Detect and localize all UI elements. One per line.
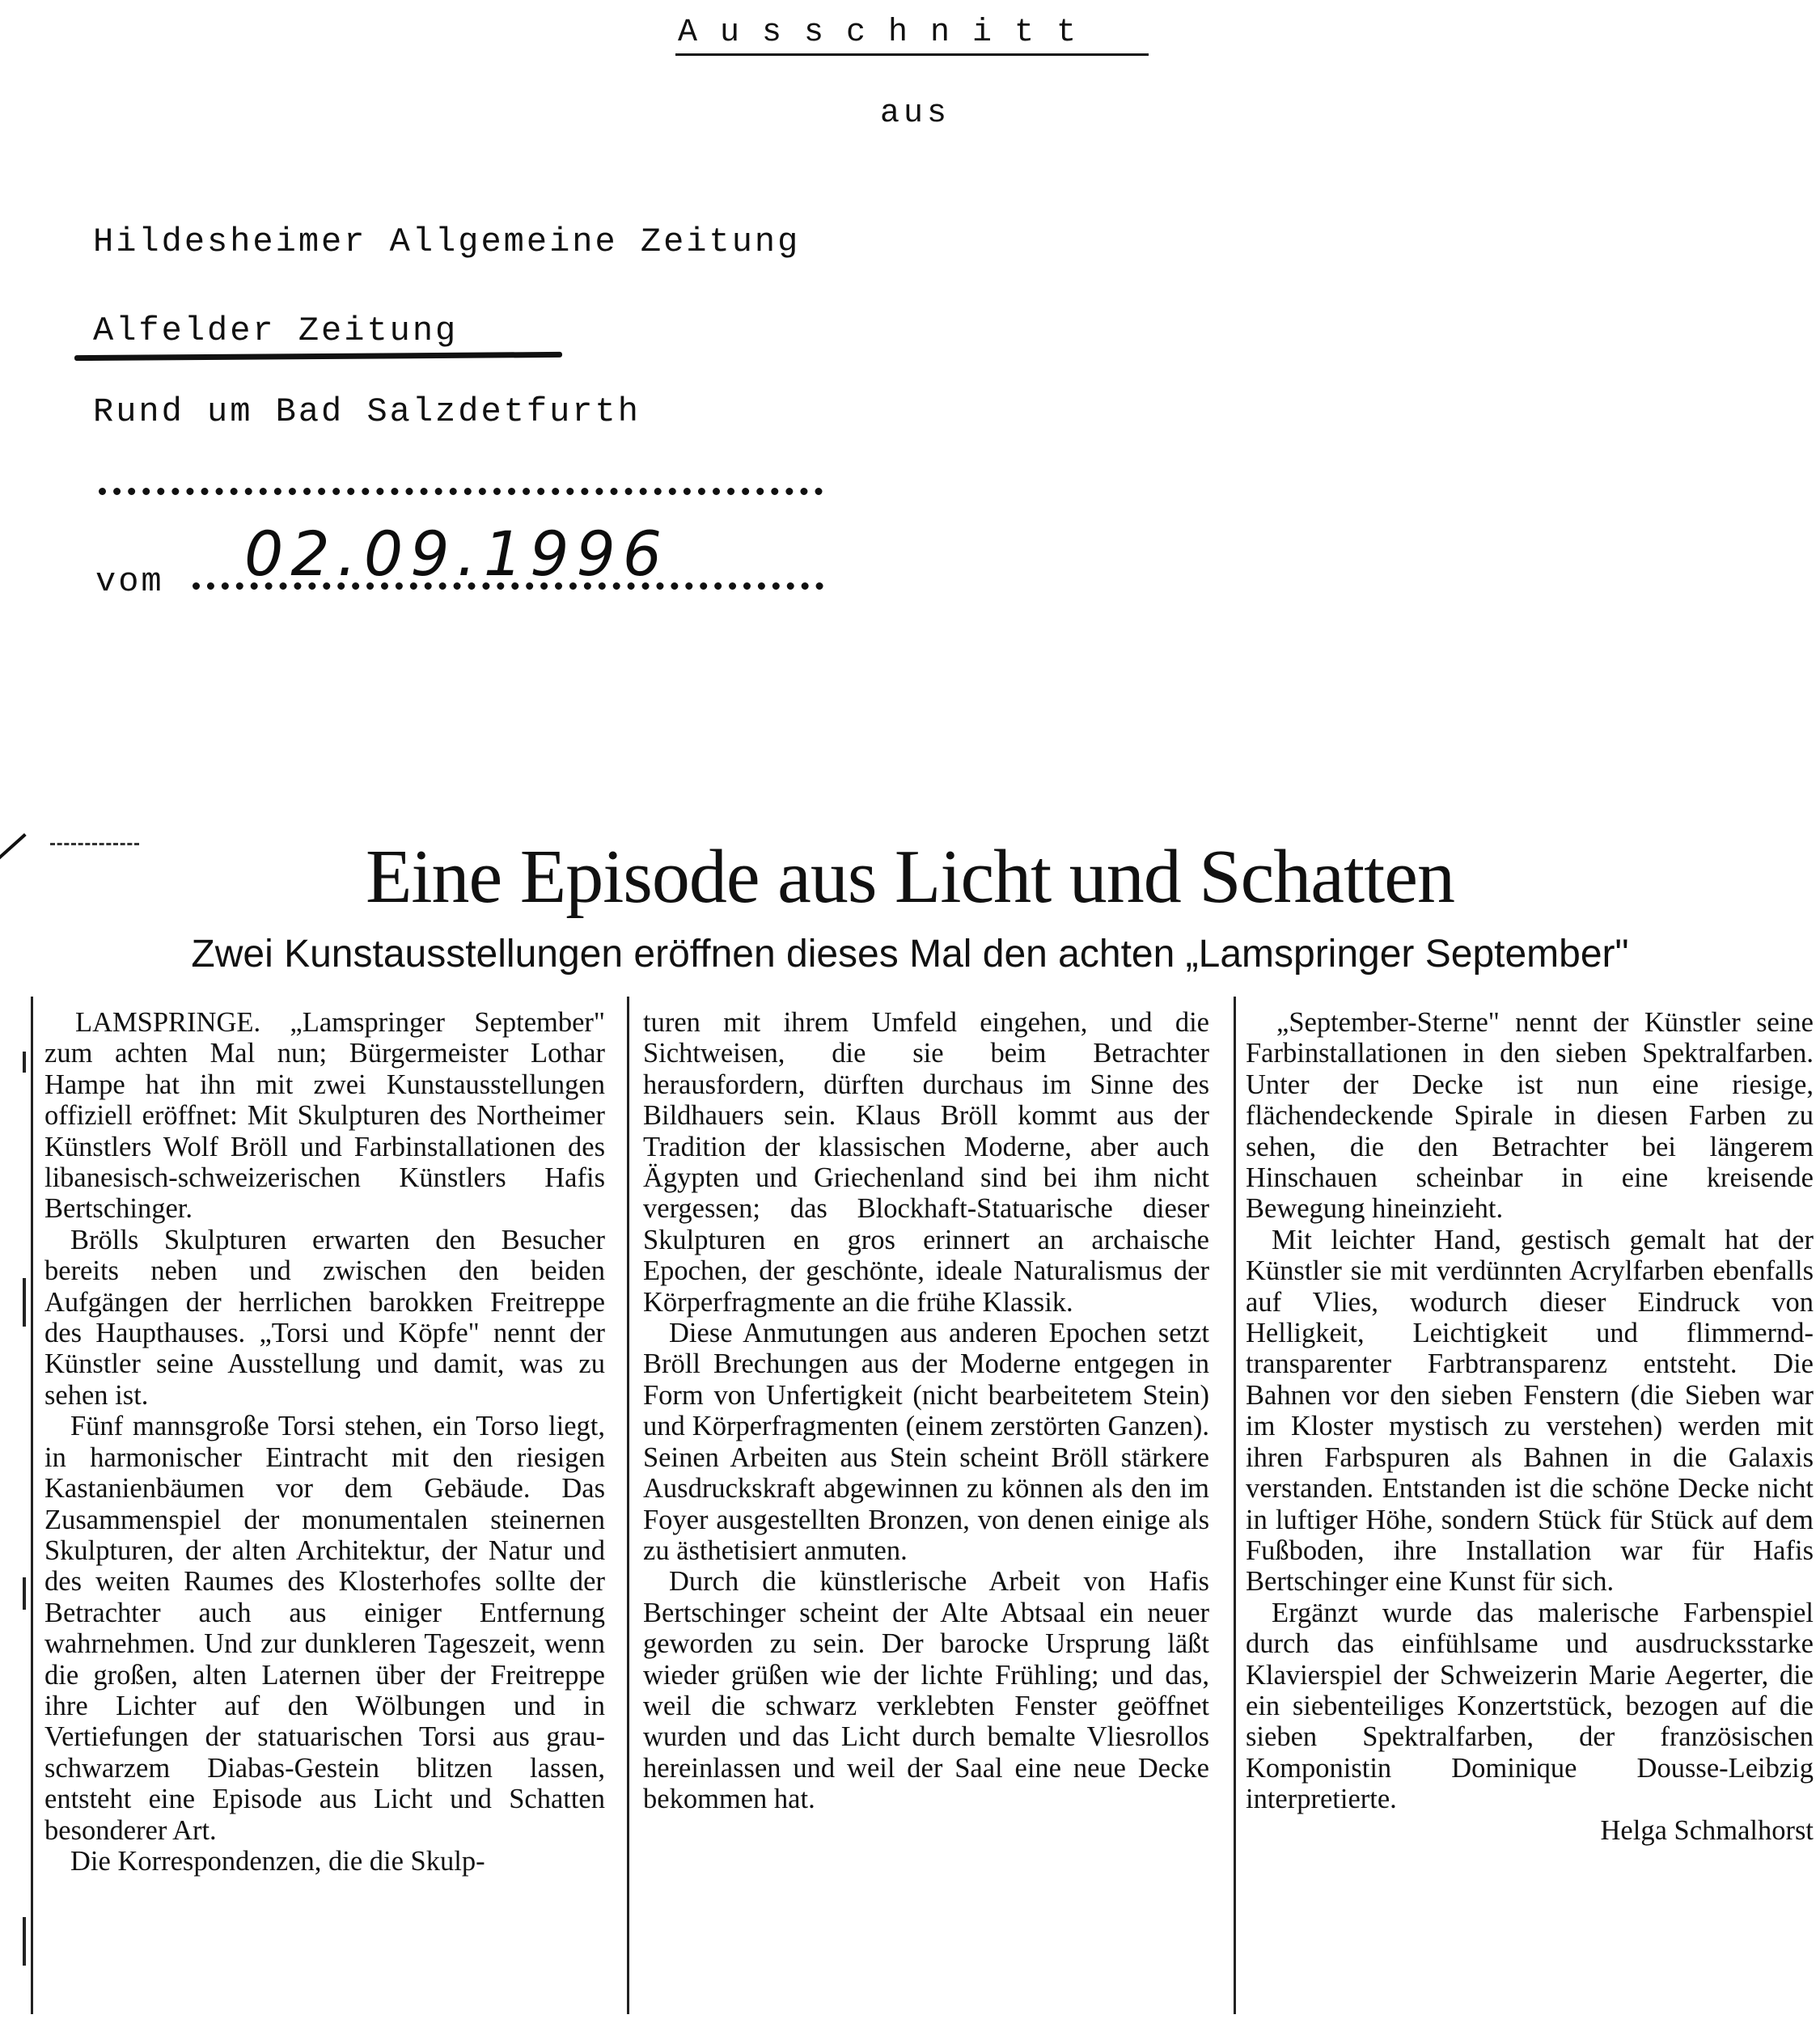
paragraph: Fünf mannsgroße Torsi stehen, ein Torso liegt, in harmonischer Eintracht mit den riesigen Kastanienbäumen vor dem Gebäude. Das Zusammenspiel der monumentalen steinernen Skulpturen, der alten Architektur, der Natur und des weiten Raumes des Klosterhofes sollte der Betrachter auch aus einiger Entfernung wahrnehmen. Und zur dunkleren Tageszeit, wenn die großen, alten Laternen über der Freitreppe ihre Lichter auf den Wölbungen und in Vertiefungen der statuarischen Torsi aus grau-schwarzem Diabas-Gestein blitzen lassen, entsteht eine Episode aus Licht und Schatten besonderer Art. <box>44 1411 605 1846</box>
clipping-label: Ausschnitt <box>678 15 1099 51</box>
paragraph: Die Korrespondenzen, die die Skulp- <box>70 1845 485 1877</box>
article-author: Helga Schmalhorst <box>1600 1814 1814 1846</box>
margin-mark <box>23 1278 26 1327</box>
aus-label: aus <box>880 95 951 132</box>
clipping-label-underline <box>675 53 1149 56</box>
source-newspaper-2: Alfelder Zeitung <box>93 311 459 350</box>
margin-mark <box>23 1917 26 1966</box>
article-column-2 <box>643 1007 1209 1815</box>
paragraph: „September-Sterne" nennt der Künstler seine Farbinstallationen in den sieben Spektralfarben. Unter der Decke ist nun eine riesige, flächendeckende Spirale in diesen Farben zu sehen, die den Betrachter bei längerem Hinschauen scheinbar in eine kreisende Bewegung hineinzieht. <box>1246 1007 1814 1225</box>
article-column-1 <box>44 1007 605 1877</box>
margin-mark <box>23 1577 26 1610</box>
paragraph: LAMSPRINGE. „Lamspringer September" zum achten Mal nun; Bürgermeister Lothar Hampe hat ihn mit zwei Kunstausstellungen offiziell eröffnet: Mit Skulpturen des Northeimer Künstlers Wolf Bröll und Farbinstallationen des libanesisch-schweizerischen Künstlers Hafis Bertschinger. <box>44 1007 605 1225</box>
dotted-line <box>99 488 823 495</box>
paragraph: Mit leichter Hand, gestisch gemalt hat der Künstler sie mit verdünnten Acrylfarben ebenfalls auf Vlies, wodurch dieser Eindruck von Helligkeit, Leichtigkeit und flimmernd-transparenter Farbtransparenz entsteht. Die Bahnen vor den sieben Fenstern (die Sieben war im Kloster mystisch zu verstehen) werden mit ihren Farbspuren als Bahnen in die Galaxis verstanden. Entstanden ist die schöne Decke nicht in luftiger Höhe, sondern Stück für Stück auf dem Fußboden, ihre Installation war für Hafis Bertschinger eine Kunst für sich. <box>1246 1224 1814 1598</box>
vom-label: vom <box>95 562 164 601</box>
handwritten-date: 02.09.1996 <box>244 518 670 590</box>
margin-mark <box>23 1052 26 1073</box>
source-underline-mark <box>74 352 562 361</box>
column-rule <box>31 997 33 2014</box>
paragraph: Brölls Skulpturen erwarten den Besucher bereits neben und zwischen den beiden Aufgängen der herrlichen barokken Freitreppe des Haupthauses. „Torsi und Köpfe" nennt der Künstler seine Ausstellung und damit, was zu sehen ist. <box>44 1224 605 1411</box>
article-headline: Eine Episode aus Licht und Schatten <box>366 835 1454 919</box>
column-rule <box>1234 997 1236 2014</box>
column-rule <box>627 997 629 2014</box>
article-subheadline: Zwei Kunstausstellungen eröffnen dieses Mal den achten „Lamspringer September" <box>191 933 1629 976</box>
article-column-3 <box>1246 1007 1814 1846</box>
paragraph: Diese Anmutungen aus anderen Epochen setzt Bröll Brechungen aus der Moderne entgegen in Form von Unfertigkeit (nicht bearbeitetem Stein) und Körperfragmenten (einem zerstörten Ganzen). Seinen Arbeiten aus Stein scheint Bröll stärkere Ausdruckskraft abgewinnen zu können als den im Foyer ausgestellten Bronzen, von denen einige als zu ästhetisiert anmuten. <box>643 1318 1209 1566</box>
source-newspaper-1: Hildesheimer Allgemeine Zeitung <box>93 222 801 261</box>
paragraph: Durch die künstlerische Arbeit von Hafis Bertschinger scheint der Alte Abtsaal ein neuer geworden zu sein. Der barocke Ursprung läßt wieder grüßen wie der lichte Frühling; und das, weil die schwarz verklebten Fenster geöffnet wurden und das Licht durch bemalte Vliesrollos hereinlassen und weil der Saal eine neue Decke bekommen hat. <box>643 1566 1209 1815</box>
paragraph: Ergänzt wurde das malerische Farbenspiel durch das einfühlsame und ausdrucksstarke Klavierspiel der Schweizerin Marie Aegerter, die ein siebenteiliges Konzertstück, bezogen auf die sieben Spektralfarben, der französischen Komponistin Dominique Dousse-Leibzig interpretierte. <box>1246 1597 1814 1815</box>
source-section: Rund um Bad Salzdetfurth <box>93 392 641 431</box>
paragraph: turen mit ihrem Umfeld eingehen, und die Sichtweisen, die sie beim Betrachter herausfordern, dürften durchaus im Sinne des Bildhauers sein. Klaus Bröll kommt aus der Tradition der klassischen Moderne, aber auch Ägypten und Griechenland sind bei ihm nicht vergessen; das Blockhaft-Statuarische dieser Skulpturen en gros erinnert an archaische Epochen, der geschönte, ideale Naturalismus der Körperfragmente an die frühe Klassik. <box>643 1007 1209 1318</box>
